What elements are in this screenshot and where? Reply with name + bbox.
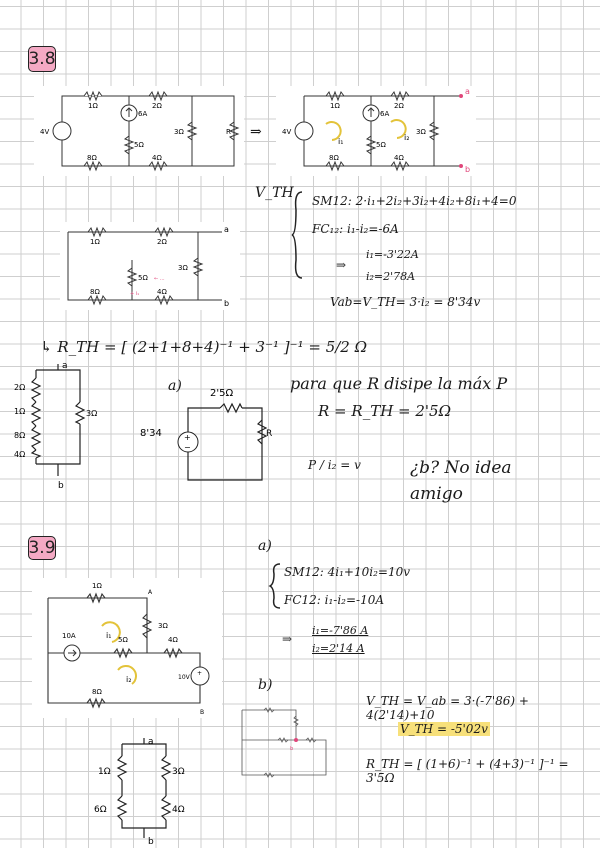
r-equals-rth: R = R_TH = 2'5Ω — [318, 402, 452, 420]
c2-r1-label: 1Ω — [330, 102, 340, 110]
sketch-39-rth — [84, 736, 214, 846]
eq-38-vab: Vab=V_TH= 3·i₂ = 8'34v — [330, 295, 481, 309]
para-text: para que R disipe la máx P — [290, 374, 508, 393]
c1-r1-label: 1Ω — [88, 102, 98, 110]
s39-r1: 1Ω — [98, 767, 111, 777]
problem-38-badge: 3.8 — [28, 46, 56, 72]
c1-r6-label: 8Ω — [87, 154, 97, 162]
c39-source-v: 10V — [178, 674, 190, 681]
circuit-39-figure — [32, 578, 222, 718]
c2-source-i-label: 6A — [380, 110, 390, 118]
eq-38-i2: i₂=2'78A — [366, 270, 416, 283]
c2-source-v-label: 4V — [282, 128, 292, 136]
c1-r2-label: 2Ω — [152, 102, 162, 110]
c39-node-a: A — [148, 589, 153, 596]
svg-text:−: − — [184, 443, 191, 452]
eq-38-mesh: SM12: 2·i₁+2i₂+3i₂+4i₂+8i₁+4=0 — [312, 194, 517, 208]
svg-text:b: b — [290, 746, 294, 752]
part-a-38: a) — [168, 378, 182, 394]
c3-r1-label: 1Ω — [90, 238, 100, 246]
circuit-3-figure — [60, 222, 240, 310]
implies-arrow-38: ⇒ — [336, 258, 347, 272]
c2-loop2-label: i₂ — [404, 133, 410, 142]
c39-r5: 8Ω — [92, 688, 102, 696]
s38-r5: 3Ω — [86, 409, 98, 418]
c3-node-a: a — [224, 225, 229, 234]
s38-r2: 1Ω — [14, 407, 26, 416]
c39-loop1: i₁ — [106, 631, 112, 640]
s38-r4: 4Ω — [14, 450, 26, 459]
p-over-i2: P / i₂ = v — [308, 458, 361, 472]
c1-source-v-label: 4V — [40, 128, 50, 136]
c3-r6-label: 8Ω — [90, 288, 100, 296]
equation-brace-38 — [290, 190, 304, 280]
circuit-1-figure — [34, 86, 244, 176]
thev-load-label: R — [266, 429, 273, 439]
eq-38-i1: i₁=-3'22A — [366, 248, 419, 261]
sketch-38-rth — [14, 362, 114, 492]
circuit-39-mini — [234, 700, 334, 780]
c39-r3: 5Ω — [118, 636, 128, 644]
c3-node-b: b — [224, 299, 230, 308]
part-b-39: b) — [258, 677, 273, 693]
c39-node-b: B — [200, 709, 205, 716]
equation-brace-39 — [268, 562, 282, 610]
implies-arrow-39: ⇒ — [282, 632, 293, 646]
c1-r3-label: 3Ω — [174, 128, 184, 136]
svg-text:+: + — [184, 433, 191, 442]
c3-r7-label: 4Ω — [157, 288, 167, 296]
thevenin-38 — [140, 384, 273, 494]
eq-39-mesh: SM12: 4i₁+10i₂=10v — [284, 565, 410, 579]
c39-loop2: i₂ — [126, 675, 132, 684]
s38-r1: 2Ω — [14, 383, 26, 392]
s39-b: b — [148, 837, 154, 847]
rth-38: ↳ R_TH = [ (2+1+8+4)⁻¹ + 3⁻¹ ]⁻¹ = 5/2 Ω — [40, 338, 368, 356]
c1-source-i-label: 6A — [138, 110, 148, 118]
eq-39-fc: FC12: i₁-i₂=-10A — [284, 593, 385, 607]
c39-r1: 1Ω — [92, 582, 102, 590]
s39-r4: 4Ω — [172, 805, 185, 815]
c2-r2-label: 2Ω — [394, 102, 404, 110]
thev-v-label: 8'34 — [140, 428, 162, 439]
circuit-2-figure — [276, 86, 476, 176]
c1-r7-label: 4Ω — [152, 154, 162, 162]
eq-39-i1: i₁=-7'86 A — [312, 624, 369, 637]
eq-39-i2: i₂=2'14 A — [312, 642, 365, 655]
circuit-2-diagram — [276, 86, 476, 176]
c39-source-i: 10A — [62, 632, 76, 640]
s39-a: a — [148, 737, 154, 747]
s38-r3: 8Ω — [14, 431, 26, 440]
c2-r3-label: 3Ω — [416, 128, 426, 136]
problem-39-badge: 3.9 — [28, 538, 56, 558]
svg-text:+: + — [197, 670, 203, 677]
circuit-1-diagram — [34, 86, 244, 176]
thev-r-label: 2'5Ω — [210, 388, 234, 399]
c3-pink-note-2: + i₁ — [130, 291, 140, 297]
c1-r5-label: 5Ω — [134, 141, 144, 149]
s38-a: a — [62, 361, 68, 371]
rth-39: R_TH = [ (1+6)⁻¹ + (4+3)⁻¹ ]⁻¹ = 3'5Ω — [366, 757, 569, 785]
c2-node-a: a — [465, 87, 470, 96]
vth-label-38: V_TH — [255, 185, 294, 201]
c2-node-b: b — [465, 165, 471, 174]
c39-r2: 3Ω — [158, 622, 168, 630]
b-question: ¿b? No idea amigo — [410, 458, 512, 504]
c2-r7-label: 4Ω — [394, 154, 404, 162]
c2-r5-label: 5Ω — [376, 141, 386, 149]
vth-39: V_TH = V_ab = 3·(-7'86) + 4(2'14)+10 — [366, 694, 529, 722]
c3-r3-label: 3Ω — [178, 264, 188, 272]
s39-r3: 6Ω — [94, 805, 107, 815]
c3-r5-label: 5Ω — [138, 274, 148, 282]
c2-r6-label: 8Ω — [329, 154, 339, 162]
c3-pink-note-1: ← ... — [154, 276, 165, 282]
c2-loop1-label: i₁ — [338, 137, 344, 146]
circuit-3-diagram — [60, 222, 240, 310]
c39-r4: 4Ω — [168, 636, 178, 644]
c1-r-label: R — [226, 128, 231, 136]
s38-b: b — [58, 481, 64, 491]
equivalence-arrow: ⇒ — [250, 124, 262, 140]
s39-r2: 3Ω — [172, 767, 185, 777]
part-a-39: a) — [258, 538, 272, 554]
vth-39-result: V_TH = -5'02v — [400, 722, 488, 736]
circuit-39-diagram — [32, 578, 222, 718]
c3-r2-label: 2Ω — [157, 238, 167, 246]
eq-38-fc: FC₁₂: i₁-i₂=-6A — [312, 222, 399, 236]
